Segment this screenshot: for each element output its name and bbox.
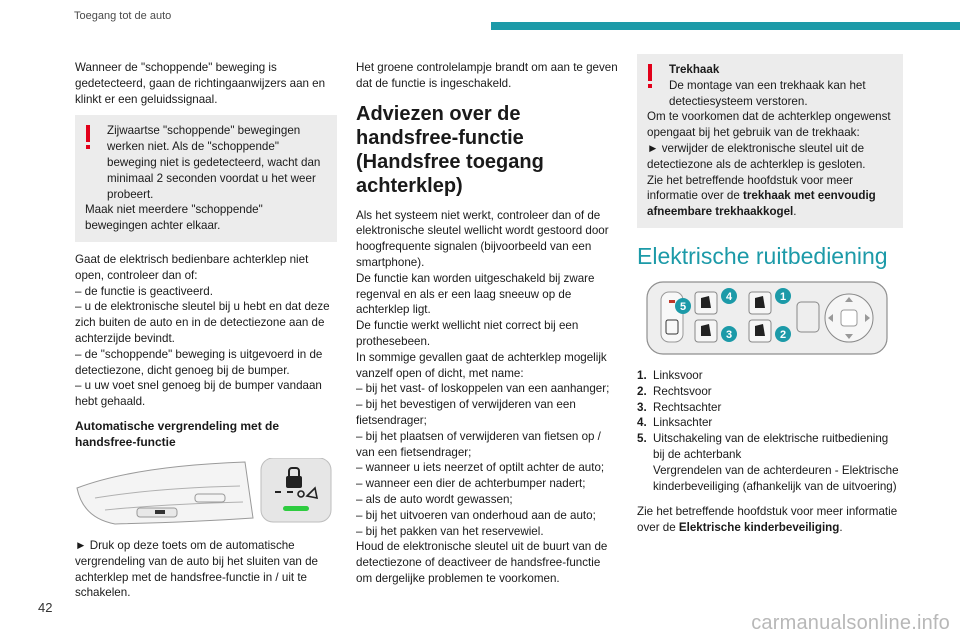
paragraph: De functie werkt wellicht niet correct bij een prothesebeen.: [356, 319, 579, 348]
list-item: – de functie is geactiveerd.: [75, 284, 213, 298]
callout-1: [775, 288, 791, 304]
list-item: [637, 431, 903, 463]
item-text: Rechtsvoor: [653, 384, 712, 398]
warning-text-part: Zie het betreffende hoofdstuk voor meer informatie over de: [647, 173, 854, 203]
list-item: – u de elektronische sleutel bij u hebt en dat deze zich buiten de auto en in de detectiezone aan de achterzijde bevindt.: [75, 300, 330, 345]
list-item: – u uw voet snel genoeg bij de bumper vandaan hebt gehaald.: [75, 379, 322, 409]
callout-label: 4: [725, 290, 733, 303]
running-header: Toegang tot de auto: [74, 10, 172, 22]
item-number: 2.: [637, 384, 647, 398]
window-switch-figure: [637, 278, 897, 358]
paragraph: Houd de elektronische sleutel uit de buurt van de detectiezone of deactiveer de handsfree-functie om dergelijke problemen te voorkomen.: [356, 540, 608, 585]
item-text: Linksvoor: [653, 368, 703, 382]
paragraph: ► Druk op deze toets om de automatische vergrendeling van de auto bij het sluiten van de achterklep met de handsfree-functie in / uit te schakelen.: [75, 538, 318, 600]
item-text-extra: Vergrendelen van de achterdeuren - Elektrische kinderbeveiliging (afhankelijk van de uitvoering): [653, 463, 899, 493]
paragraph: Wanneer de "schoppende" beweging is gedetecteerd, gaan de richtingaanwijzers aan en klinkt er een geluidssignaal.: [75, 61, 326, 106]
warning-text: Zijwaartse "schoppende" bewegingen werken niet. Als de "schoppende" beweging niet is gedetecteerd, wacht dan minimaal 2 seconden voordat u het weer probeert.: [107, 124, 321, 201]
item-text: Rechtsachter: [653, 400, 722, 414]
warning-text-part: .: [793, 205, 797, 219]
cross-reference: Elektrische kinderbeveiliging: [678, 521, 840, 535]
column-3: [637, 60, 903, 544]
numbered-list: [637, 368, 903, 494]
item-number: 3.: [637, 400, 647, 414]
list-item: – bij het uitvoeren van onderhoud aan de auto;: [356, 508, 596, 522]
paragraph: [356, 350, 618, 540]
section-heading: Automatische vergrendeling met de handsfree-functie: [75, 418, 280, 449]
section-heading: Adviezen over de handsfree-functie (Handsfree toegang achterklep): [356, 102, 544, 197]
warning-box: [637, 54, 903, 228]
paragraph: [75, 252, 337, 410]
list-item: – wanneer u iets neerzet of optilt achter de auto;: [356, 461, 605, 475]
warning-text: [647, 173, 893, 220]
list-item: [637, 415, 903, 431]
item-number: 1.: [637, 368, 647, 382]
paragraph-part: Zie het betreffende hoofdstuk voor meer informatie over de: [637, 505, 898, 535]
item-text: Uitschakeling van de elektrische ruitbediening bij de achterbank: [653, 432, 889, 461]
callout-label: 1: [779, 290, 787, 303]
tailgate-sketch: [77, 462, 253, 524]
list-item: – als de auto wordt gewassen;: [356, 492, 513, 506]
item-number: 5.: [637, 432, 647, 446]
list-item: – wanneer een dier de achterbumper nadert;: [356, 477, 586, 491]
list-item: [637, 400, 903, 416]
page-number: 42: [38, 600, 53, 615]
warning-text: De montage van een trekhaak kan het detectiesysteem verstoren.: [669, 78, 866, 108]
callout-3: [721, 326, 737, 342]
paragraph: [637, 504, 903, 536]
cross-reference: trekhaak met eenvoudig afneembare trekhaakkogel: [647, 189, 876, 219]
warning-text: ► verwijder de elektronische sleutel uit de detectiezone als de achterklep is gesloten.: [647, 141, 866, 171]
list-intro: Gaat de elektrisch bedienbare achterklep niet open, controleer dan of:: [75, 252, 309, 282]
callout-label: 3: [725, 328, 733, 341]
list-item: – bij het bevestigen of verwijderen van een fietsendrager;: [356, 398, 576, 427]
warning-icon: [83, 125, 93, 151]
list-intro: In sommige gevallen gaat de achterklep mogelijk vanzelf open of dicht, met name:: [356, 350, 607, 380]
callout-5: [675, 298, 691, 314]
list-item: [637, 368, 903, 384]
paragraph: Het groene controlelampje brandt om aan te geven dat de functie is ingeschakeld.: [356, 61, 618, 90]
tailgate-button-figure: [75, 458, 337, 528]
callout-label: 5: [679, 300, 687, 313]
chapter-heading: Elektrische ruitbediening: [637, 242, 888, 269]
warning-box: [75, 115, 337, 242]
header-accent-bar: [491, 22, 960, 30]
warning-text: Maak niet meerdere "schoppende" bewegingen achter elkaar.: [85, 203, 263, 233]
list-item: – bij het pakken van het reservewiel.: [356, 524, 544, 538]
list-item: – de "schoppende" beweging is uitgevoerd in de detectiezone, dicht genoeg bij de bumper.: [75, 347, 323, 377]
warning-text: Om te voorkomen dat de achterklep ongewenst opengaat bij het gebruik van de trekhaak:: [647, 110, 891, 140]
item-number: 4.: [637, 416, 647, 430]
item-text: Linksachter: [653, 416, 713, 430]
column-2: [356, 60, 618, 595]
list-item: – bij het vast- of loskoppelen van een aanhanger;: [356, 382, 610, 396]
list-item: [637, 384, 903, 400]
watermark: carmanualsonline.info: [751, 612, 950, 634]
callout-2: [775, 326, 791, 342]
warning-title: Trekhaak: [669, 63, 720, 76]
callout-label: 2: [779, 328, 787, 341]
auto-lock-button: [261, 458, 331, 522]
paragraph: Als het systeem niet werkt, controleer dan of de elektronische sleutel wellicht wordt gestoord door hoogfrequente signalen (bijvoorbeeld van een smartphone).: [356, 208, 609, 269]
paragraph: De functie kan worden uitgeschakeld bij zware regenval en als er een laag sneeuw op de achterklep ligt.: [356, 271, 595, 317]
column-1: [75, 60, 337, 609]
list-item: – bij het plaatsen of verwijderen van fietsen op / van een fietsendrager;: [356, 429, 601, 459]
callout-4: [721, 288, 737, 304]
paragraph-part: .: [839, 521, 843, 535]
warning-icon: [645, 64, 655, 90]
